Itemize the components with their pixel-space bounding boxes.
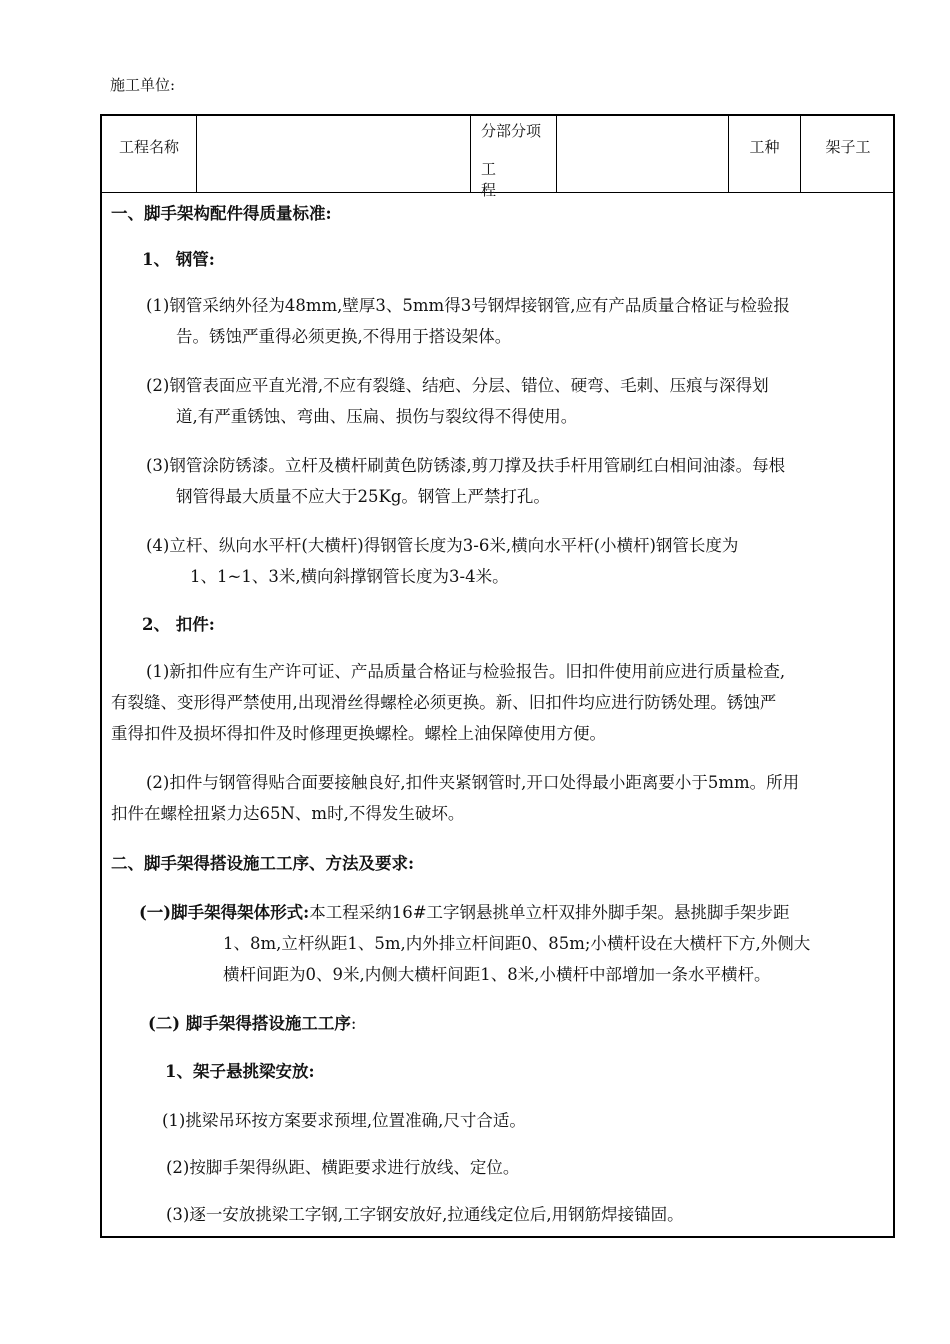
work-type-label-cell (729, 116, 801, 192)
coupler-item-1-line2: 有裂缝、变形得严禁使用,出现滑丝得螺栓必须更换。新、旧扣件均应进行防锈处理。锈蚀严 (111, 693, 777, 712)
erection-sequence-heading (148, 1010, 356, 1034)
project-name-label-cell (102, 116, 197, 192)
pipe-item-1-line1: (1)钢管采纳外径为48mm,壁厚3、5mm得3号钢焊接钢管,应有产品质量合格证与检验报 (146, 296, 790, 315)
section-1-title: 一、脚手架构配件得质量标准: (111, 204, 332, 223)
construction-unit-label: 施工单位: (110, 76, 176, 94)
erection-sequence-colon: : (350, 1014, 357, 1033)
erection-sequence-label: (二) 脚手架得搭设施工工序 (148, 1014, 351, 1033)
sub-project-label-cell (471, 116, 557, 199)
pipe-item-3-line1: (3)钢管涂防锈漆。立杆及横杆刷黄色防锈漆,剪刀撑及扶手杆用管刷红白相间油漆。每根 (146, 456, 786, 475)
work-type-value-cell (801, 116, 895, 192)
subsection-coupler-title: 2、 扣件: (142, 615, 215, 634)
pipe-item-1-line2: 告。锈蚀严重得必须更换,不得用于搭设架体。 (176, 327, 512, 346)
coupler-item-2-line2: 扣件在螺栓扭紧力达65N、m时,不得发生破坏。 (111, 804, 465, 823)
frame-form-line1 (139, 899, 790, 923)
frame-form-line2: 1、8m,立杆纵距1、5m,内外排立杆间距0、85m;小横杆设在大横杆下方,外侧大 (223, 934, 811, 953)
sub-project-value-cell[interactable] (557, 116, 729, 192)
pipe-item-2-line1: (2)钢管表面应平直光滑,不应有裂缝、结疤、分层、错位、硬弯、毛刺、压痕与深得划 (146, 376, 769, 395)
beam-step-3: (3)逐一安放挑梁工字钢,工字钢安放好,拉通线定位后,用钢筋焊接锚固。 (166, 1205, 684, 1224)
section-2-title: 二、脚手架得搭设施工工序、方法及要求: (111, 854, 415, 873)
pipe-item-4-line2: 1、1~1、3米,横向斜撑钢管长度为3-4米。 (190, 567, 509, 586)
coupler-item-2-line1: (2)扣件与钢管得贴合面要接触良好,扣件夹紧钢管时,开口处得最小距离要小于5mm。所用 (146, 773, 800, 792)
sub-project-label-line1: 分部分项 (481, 122, 542, 140)
pipe-item-4-line1: (4)立杆、纵向水平杆(大横杆)得钢管长度为3-6米,横向水平杆(小横杆)钢管长度为 (146, 536, 739, 555)
beam-step-1: (1)挑梁吊环按方案要求预埋,位置准确,尺寸合适。 (162, 1111, 526, 1130)
cantilever-beam-title: 1、架子悬挑梁安放: (165, 1062, 315, 1081)
work-type-label: 工种 (749, 138, 780, 156)
subsection-steel-pipe-title: 1、 钢管: (142, 250, 215, 269)
frame-form-label: (一)脚手架得架体形式: (139, 903, 310, 922)
header-row (102, 116, 893, 199)
project-name-value-cell[interactable] (197, 116, 471, 192)
frame-form-line3: 横杆间距为0、9米,内侧大横杆间距1、8米,小横杆中部增加一条水平横杆。 (223, 965, 771, 984)
project-name-label: 工程名称 (118, 138, 179, 156)
sub-project-label-line2: 工程 (481, 160, 521, 199)
coupler-item-1-line1: (1)新扣件应有生产许可证、产品质量合格证与检验报告。旧扣件使用前应进行质量检查, (146, 662, 786, 681)
beam-step-2: (2)按脚手架得纵距、横距要求进行放线、定位。 (166, 1158, 520, 1177)
document-table (100, 114, 895, 1238)
pipe-item-2-line2: 道,有严重锈蚀、弯曲、压扁、损伤与裂纹得不得使用。 (176, 407, 578, 426)
work-type-value: 架子工 (825, 138, 871, 156)
frame-form-text: 本工程采纳16#工字钢悬挑单立杆双排外脚手架。悬挑脚手架步距 (309, 903, 790, 922)
coupler-item-1-line3: 重得扣件及损坏得扣件及时修理更换螺栓。螺栓上油保障使用方便。 (111, 724, 606, 743)
pipe-item-3-line2: 钢管得最大质量不应大于25Kg。钢管上严禁打孔。 (176, 487, 550, 506)
